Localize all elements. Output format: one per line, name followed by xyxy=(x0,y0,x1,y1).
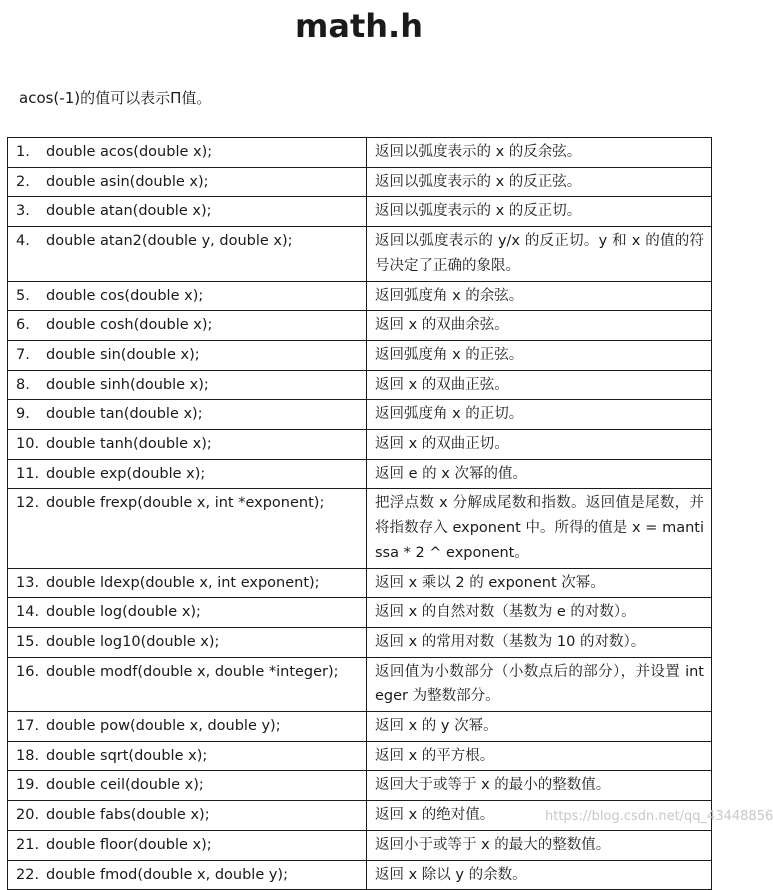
function-signature-cell xyxy=(8,771,367,801)
function-signature: double tanh(double x); xyxy=(46,436,212,453)
row-number: 13. xyxy=(16,574,40,591)
function-description: 返回 x 的双曲余弦。 xyxy=(367,311,712,341)
function-signature: double exp(double x); xyxy=(46,465,206,482)
function-signature-cell xyxy=(8,167,367,197)
table-row xyxy=(8,138,712,168)
function-description: 返回弧度角 x 的正切。 xyxy=(367,400,712,430)
function-signature: double ldexp(double x, int exponent); xyxy=(46,574,320,591)
function-description: 返回 e 的 x 次幂的值。 xyxy=(367,459,712,489)
row-number: 14. xyxy=(16,604,40,621)
row-number: 9. xyxy=(16,406,30,423)
function-description: 返回以弧度表示的 y/x 的反正切。y 和 x 的值的符号决定了正确的象限。 xyxy=(367,227,712,281)
row-number: 22. xyxy=(16,866,40,883)
table-row xyxy=(8,771,712,801)
row-number: 18. xyxy=(16,747,40,764)
row-number: 1. xyxy=(16,144,30,160)
row-number: 12. xyxy=(16,495,40,512)
table-row xyxy=(8,167,712,197)
function-description: 返回以弧度表示的 x 的反余弦。 xyxy=(367,138,712,168)
row-number: 5. xyxy=(16,287,30,304)
function-signature: double fabs(double x); xyxy=(46,807,210,824)
table-row xyxy=(8,741,712,771)
table-row xyxy=(8,627,712,657)
function-signature-cell xyxy=(8,489,367,568)
row-number: 6. xyxy=(16,317,30,334)
function-signature-cell xyxy=(8,311,367,341)
table-row xyxy=(8,311,712,341)
function-description: 把浮点数 x 分解成尾数和指数。返回值是尾数，并将指数存入 exponent 中。所得的值是 x = mantissa * 2 ^ exponent。 xyxy=(367,489,712,568)
function-table xyxy=(7,137,712,890)
table-row xyxy=(8,400,712,430)
function-signature: double tan(double x); xyxy=(46,406,203,423)
table-row xyxy=(8,657,712,711)
row-number: 15. xyxy=(16,633,40,650)
function-signature-cell xyxy=(8,741,367,771)
function-description: 返回 x 的常用对数（基数为 10 的对数）。 xyxy=(367,627,712,657)
function-signature: double sin(double x); xyxy=(46,346,200,363)
function-description: 返回弧度角 x 的余弦。 xyxy=(367,281,712,311)
function-signature-cell xyxy=(8,197,367,227)
function-description: 返回小于或等于 x 的最大的整数值。 xyxy=(367,830,712,860)
row-number: 7. xyxy=(16,346,30,363)
function-signature-cell xyxy=(8,568,367,598)
function-signature-cell xyxy=(8,712,367,742)
table-row xyxy=(8,197,712,227)
function-description: 返回 x 乘以 2 的 exponent 次幂。 xyxy=(367,568,712,598)
function-signature-cell xyxy=(8,459,367,489)
function-description: 返回 x 的双曲正弦。 xyxy=(367,370,712,400)
table-row xyxy=(8,598,712,628)
table-row xyxy=(8,370,712,400)
function-signature-cell xyxy=(8,370,367,400)
function-description: 返回以弧度表示的 x 的反正切。 xyxy=(367,197,712,227)
row-number: 19. xyxy=(16,777,40,794)
function-signature-cell xyxy=(8,627,367,657)
function-signature: double log10(double x); xyxy=(46,633,220,650)
function-signature-cell xyxy=(8,657,367,711)
function-signature-cell xyxy=(8,138,367,168)
table-row xyxy=(8,227,712,281)
row-number: 11. xyxy=(16,465,40,482)
function-signature: double sinh(double x); xyxy=(46,376,209,393)
page-title: math.h xyxy=(295,7,423,45)
function-description: 返回弧度角 x 的正弦。 xyxy=(367,340,712,370)
function-signature: double pow(double x, double y); xyxy=(46,718,281,735)
function-signature-cell xyxy=(8,400,367,430)
function-signature: double cos(double x); xyxy=(46,287,204,304)
row-number: 16. xyxy=(16,663,40,680)
function-description: 返回 x 的 y 次幂。 xyxy=(367,712,712,742)
function-signature-cell xyxy=(8,281,367,311)
function-signature: double acos(double x); xyxy=(46,144,213,160)
function-signature: double cosh(double x); xyxy=(46,317,213,334)
function-signature: double asin(double x); xyxy=(46,173,209,190)
row-number: 20. xyxy=(16,807,40,824)
function-description: 返回值为小数部分（小数点后的部分），并设置 integer 为整数部分。 xyxy=(367,657,712,711)
function-signature-cell xyxy=(8,830,367,860)
table-row xyxy=(8,712,712,742)
function-signature: double atan2(double y, double x); xyxy=(46,233,293,250)
function-description: 返回大于或等于 x 的最小的整数值。 xyxy=(367,771,712,801)
function-description: 返回 x 的绝对值。 xyxy=(367,801,712,831)
function-signature: double sqrt(double x); xyxy=(46,747,208,764)
function-signature: double ceil(double x); xyxy=(46,777,204,794)
row-number: 21. xyxy=(16,836,40,853)
row-number: 10. xyxy=(16,436,40,453)
table-row xyxy=(8,459,712,489)
function-description: 返回以弧度表示的 x 的反正弦。 xyxy=(367,167,712,197)
row-number: 3. xyxy=(16,203,30,220)
table-row xyxy=(8,489,712,568)
function-signature: double modf(double x, double *integer); xyxy=(46,663,339,680)
row-number: 4. xyxy=(16,233,30,250)
row-number: 17. xyxy=(16,718,40,735)
function-signature-cell xyxy=(8,860,367,890)
function-signature-cell xyxy=(8,430,367,460)
function-description: 返回 x 的自然对数（基数为 e 的对数）。 xyxy=(367,598,712,628)
table-row xyxy=(8,340,712,370)
row-number: 8. xyxy=(16,376,30,393)
function-signature: double frexp(double x, int *exponent); xyxy=(46,495,325,512)
table-row xyxy=(8,281,712,311)
function-signature-cell xyxy=(8,227,367,281)
watermark: https://blog.csdn.net/qq_43448856 xyxy=(545,809,773,824)
function-signature: double atan(double x); xyxy=(46,203,212,220)
table-row xyxy=(8,860,712,890)
table-row xyxy=(8,830,712,860)
table-row xyxy=(8,430,712,460)
intro-text: acos(-1)的值可以表示Π值。 xyxy=(19,89,212,107)
function-signature: double log(double x); xyxy=(46,604,201,621)
function-signature: double floor(double x); xyxy=(46,836,212,853)
table-row xyxy=(8,568,712,598)
function-description: 返回 x 的双曲正切。 xyxy=(367,430,712,460)
function-description: 返回 x 的平方根。 xyxy=(367,741,712,771)
function-signature: double fmod(double x, double y); xyxy=(46,866,288,883)
function-signature-cell xyxy=(8,340,367,370)
function-signature-cell xyxy=(8,801,367,831)
function-description: 返回 x 除以 y 的余数。 xyxy=(367,860,712,890)
function-table-body xyxy=(8,138,712,890)
row-number: 2. xyxy=(16,173,30,190)
function-signature-cell xyxy=(8,598,367,628)
